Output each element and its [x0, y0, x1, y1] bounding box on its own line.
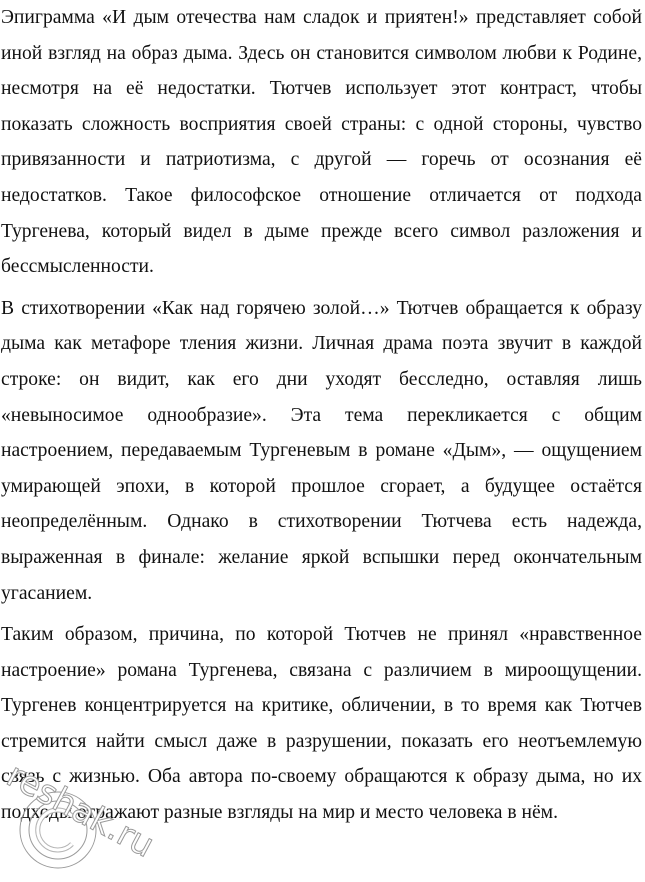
paragraph-conclusion: Таким образом, причина, по которой Тютчев не принял «нравственное настроение» романа Тургенева, связана с различием в мироощущении. Тургенев концентрируется на критике, обличении, в то время как Тютчев стремится найти смысл даже в разрушении, показать его неотъемлемую связь с жизнью. Оба автора по-своему обращаются к образу дыма, но их подходы отражают разные взгляды на мир и место человека в нём. [1, 624, 642, 824]
paragraph-smoke-epigram: Эпиграмма «И дым отечества нам сладок и приятен!» представляет собой иной взгляд на образ дыма. Здесь он становится символом любви к Родине, несмотря на её недостатки. Тютчев использует этот контраст, чтобы показать сложность восприятия своей страны: с одной стороны, чувство привязанности и патриотизма, с другой — горечь от осознания её недостатков. Такое философское отношение отличается от подхода Тургенева, который видел в дыме прежде всего символ разложения и бессмысленности. [1, 7, 642, 278]
watermark-text: reshak.ru [0, 755, 161, 866]
paragraph-ashes-poem: В стихотворении «Как над горячею золой…» Тютчев обращается к образу дыма как метафоре тления жизни. Личная драма поэта звучит в каждой строке: он видит, как его дни уходят бесследно, оставляя лишь «невыносимое однообразие». Эта тема перекликается с общим настроением, передаваемым Тургеневым в романе «Дым», — ощущением умирающей эпохи, в которой прошлое сгорает, а будущее остаётся неопределённым. Однако в стихотворении Тютчева есть надежда, выраженная в финале: желание яркой вспышки перед окончательным угасанием. [1, 297, 642, 604]
document-page [1, 0, 642, 831]
